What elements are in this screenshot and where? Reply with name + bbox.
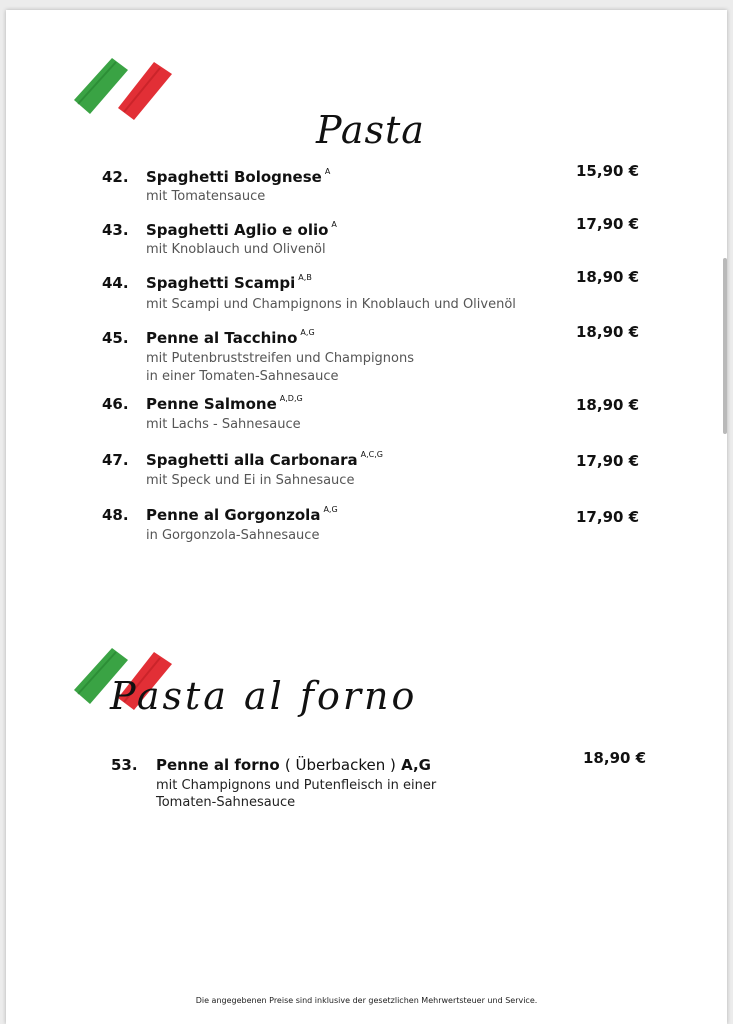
item-number: 43. (102, 221, 129, 239)
item-price: 18,90 € (576, 323, 640, 341)
item-description (146, 350, 566, 386)
menu-page (6, 10, 727, 1024)
italian-flag-icon (68, 52, 180, 124)
item-number: 53. (111, 756, 138, 774)
item-description: in Gorgonzola-Sahnesauce (146, 528, 320, 543)
item-description: mit Tomatensauce (146, 189, 266, 204)
allergen-codes: A,G (323, 505, 338, 514)
allergen-codes: A,G (401, 756, 431, 774)
scrollbar[interactable] (723, 258, 727, 434)
item-number: 42. (102, 168, 129, 186)
allergen-codes: A (324, 167, 331, 176)
item-description (156, 777, 576, 811)
allergen-codes: A,D,G (279, 394, 303, 403)
item-name: Penne al Tacchino $^{A,G}$ (146, 328, 315, 347)
item-price: 18,90 € (576, 396, 640, 414)
allergen-codes: A,B (298, 273, 312, 282)
item-number: 44. (102, 274, 129, 292)
item-description-line: Tomaten-Sahnesauce (156, 795, 296, 810)
item-description-line: mit Champignons und Putenfleisch in einer (156, 778, 437, 793)
item-description: mit Lachs - Sahnesauce (146, 417, 301, 432)
item-number: 48. (102, 506, 129, 524)
section-title-pasta: Pasta (316, 108, 425, 152)
allergen-codes: A (331, 220, 337, 229)
item-price: 17,90 € (576, 215, 640, 233)
item-name: Penne al forno ( Überbacken ) A,G (156, 756, 431, 774)
item-price: 17,90 € (576, 508, 640, 526)
item-name: Spaghetti Bolognese $^A$ (146, 167, 331, 186)
item-price: 18,90 € (583, 749, 647, 767)
item-price: 15,90 € (576, 162, 640, 180)
item-description: mit Scampi und Champignons in Knoblauch und Olivenöl (146, 297, 516, 312)
item-name: Spaghetti Aglio e olio $^A$ (146, 220, 337, 239)
item-number: 47. (102, 451, 129, 469)
section-title-pasta-al-forno: Pasta al forno (110, 674, 418, 718)
item-number: 45. (102, 329, 129, 347)
item-description-line: mit Putenbruststreifen und Champignons (146, 351, 415, 366)
item-description: mit Knoblauch und Olivenöl (146, 242, 326, 257)
item-price: 17,90 € (576, 452, 640, 470)
item-name: Penne Salmone $^{A,D,G}$ (146, 394, 303, 413)
footer-note: Die angegebenen Preise sind inklusive der gesetzlichen Mehrwertsteuer und Service. (195, 996, 538, 1005)
item-description: mit Speck und Ei in Sahnesauce (146, 473, 355, 488)
item-description-line: in einer Tomaten-Sahnesauce (146, 369, 339, 384)
allergen-codes: A,C,G (360, 450, 383, 459)
item-number: 46. (102, 395, 129, 413)
allergen-codes: A,G (300, 328, 315, 337)
item-price: 18,90 € (576, 268, 640, 286)
item-note: ( Überbacken ) (284, 756, 396, 774)
item-name: Spaghetti Scampi $^{A,B}$ (146, 273, 312, 292)
item-name: Penne al Gorgonzola $^{A,G}$ (146, 505, 338, 524)
item-name: Spaghetti alla Carbonara $^{A,C,G}$ (146, 450, 383, 469)
